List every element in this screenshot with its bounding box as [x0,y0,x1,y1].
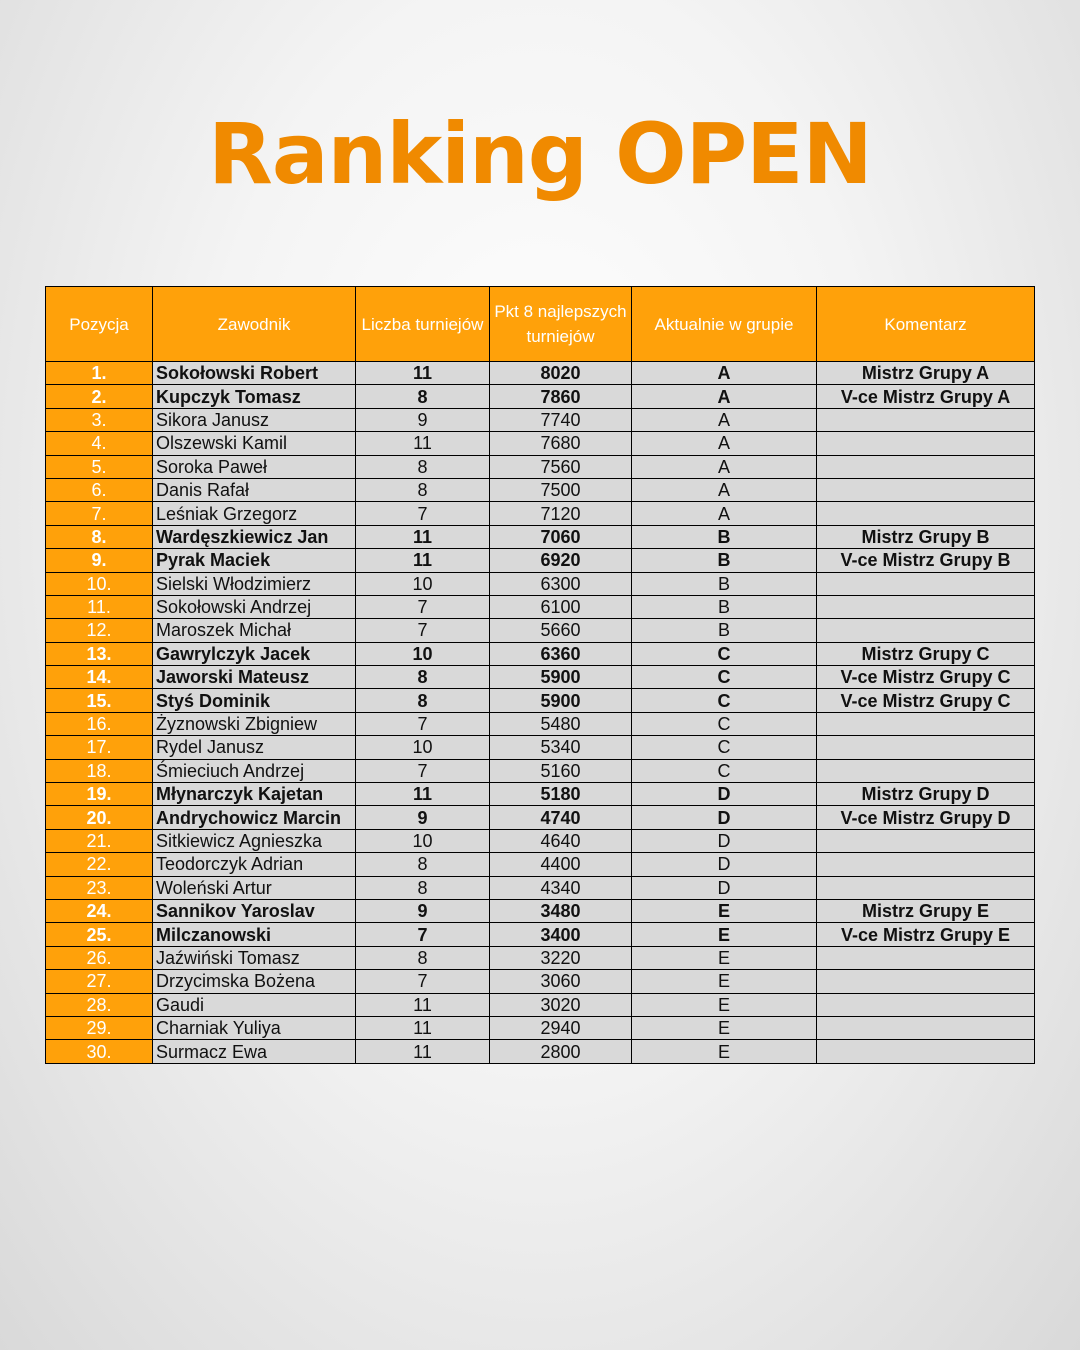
points-cell: 5160 [490,759,632,782]
tournament-count-cell: 8 [356,689,490,712]
tournament-count-cell: 11 [356,362,490,385]
points-cell: 2940 [490,1016,632,1039]
player-name-cell: Danis Rafał [153,478,356,501]
position-cell: 9. [46,549,153,572]
table-row [46,993,1035,1016]
player-name-cell: Maroszek Michał [153,619,356,642]
position-cell: 16. [46,712,153,735]
group-cell: C [632,642,817,665]
tournament-count-cell: 7 [356,923,490,946]
table-row [46,362,1035,385]
points-cell: 7860 [490,385,632,408]
comment-cell [817,736,1035,759]
player-name-cell: Gaudi [153,993,356,1016]
group-cell: A [632,502,817,525]
group-cell: E [632,1016,817,1039]
comment-cell [817,455,1035,478]
group-cell: E [632,970,817,993]
position-cell: 19. [46,783,153,806]
player-name-cell: Jaworski Mateusz [153,666,356,689]
table-row [46,455,1035,478]
table-row [46,783,1035,806]
position-cell: 2. [46,385,153,408]
tournament-count-cell: 8 [356,478,490,501]
player-name-cell: Sielski Włodzimierz [153,572,356,595]
group-cell: D [632,806,817,829]
tournament-count-cell: 10 [356,829,490,852]
points-cell: 4640 [490,829,632,852]
table-row [46,806,1035,829]
points-cell: 3020 [490,993,632,1016]
player-name-cell: Leśniak Grzegorz [153,502,356,525]
position-cell: 20. [46,806,153,829]
comment-cell: Mistrz Grupy C [817,642,1035,665]
points-cell: 5660 [490,619,632,642]
table-row [46,1040,1035,1063]
player-name-cell: Drzycimska Bożena [153,970,356,993]
comment-cell: Mistrz Grupy D [817,783,1035,806]
position-cell: 24. [46,899,153,922]
comment-cell: V-ce Mistrz Grupy B [817,549,1035,572]
tournament-count-cell: 11 [356,1040,490,1063]
player-name-cell: Sokołowski Andrzej [153,595,356,618]
table-row [46,385,1035,408]
tournament-count-cell: 7 [356,759,490,782]
page-title: Ranking OPEN [208,105,872,203]
comment-cell [817,712,1035,735]
points-cell: 5900 [490,689,632,712]
tournament-count-cell: 11 [356,549,490,572]
position-cell: 1. [46,362,153,385]
position-cell: 6. [46,478,153,501]
comment-cell: Mistrz Grupy E [817,899,1035,922]
tournament-count-cell: 10 [356,642,490,665]
player-name-cell: Sikora Janusz [153,408,356,431]
table-row [46,525,1035,548]
player-name-cell: Milczanowski [153,923,356,946]
points-cell: 6100 [490,595,632,618]
group-cell: B [632,619,817,642]
group-cell: A [632,385,817,408]
player-name-cell: Olszewski Kamil [153,432,356,455]
comment-cell: Mistrz Grupy B [817,525,1035,548]
player-name-cell: Soroka Paweł [153,455,356,478]
group-cell: E [632,923,817,946]
table-row [46,642,1035,665]
points-cell: 7060 [490,525,632,548]
points-cell: 6300 [490,572,632,595]
points-cell: 6360 [490,642,632,665]
group-cell: C [632,736,817,759]
player-name-cell: Charniak Yuliya [153,1016,356,1039]
position-cell: 4. [46,432,153,455]
position-cell: 25. [46,923,153,946]
tournament-count-cell: 10 [356,572,490,595]
player-name-cell: Śmieciuch Andrzej [153,759,356,782]
tournament-count-cell: 8 [356,385,490,408]
table-row [46,432,1035,455]
comment-cell [817,408,1035,431]
table-row [46,502,1035,525]
player-name-cell: Surmacz Ewa [153,1040,356,1063]
points-cell: 5480 [490,712,632,735]
group-cell: B [632,595,817,618]
position-cell: 23. [46,876,153,899]
header-points: Pkt 8 najlepszych turniejów [490,287,632,362]
tournament-count-cell: 8 [356,876,490,899]
position-cell: 30. [46,1040,153,1063]
comment-cell [817,759,1035,782]
group-cell: B [632,549,817,572]
comment-cell: V-ce Mistrz Grupy A [817,385,1035,408]
group-cell: D [632,853,817,876]
points-cell: 5900 [490,666,632,689]
group-cell: A [632,408,817,431]
header-group: Aktualnie w grupie [632,287,817,362]
comment-cell [817,619,1035,642]
comment-cell [817,829,1035,852]
points-cell: 7120 [490,502,632,525]
position-cell: 5. [46,455,153,478]
table-row [46,970,1035,993]
table-row [46,876,1035,899]
comment-cell [817,993,1035,1016]
position-cell: 11. [46,595,153,618]
points-cell: 3480 [490,899,632,922]
comment-cell [817,432,1035,455]
table-row [46,549,1035,572]
tournament-count-cell: 7 [356,712,490,735]
player-name-cell: Pyrak Maciek [153,549,356,572]
tournament-count-cell: 9 [356,899,490,922]
player-name-cell: Kupczyk Tomasz [153,385,356,408]
player-name-cell: Wardęszkiewicz Jan [153,525,356,548]
tournament-count-cell: 11 [356,525,490,548]
table-row [46,923,1035,946]
player-name-cell: Woleński Artur [153,876,356,899]
comment-cell [817,970,1035,993]
position-cell: 3. [46,408,153,431]
group-cell: C [632,759,817,782]
tournament-count-cell: 8 [356,455,490,478]
group-cell: E [632,946,817,969]
player-name-cell: Żyznowski Zbigniew [153,712,356,735]
group-cell: C [632,712,817,735]
table-row [46,666,1035,689]
points-cell: 5180 [490,783,632,806]
tournament-count-cell: 11 [356,993,490,1016]
points-cell: 6920 [490,549,632,572]
points-cell: 7500 [490,478,632,501]
points-cell: 3060 [490,970,632,993]
comment-cell [817,876,1035,899]
group-cell: C [632,666,817,689]
table-row [46,712,1035,735]
group-cell: A [632,478,817,501]
comment-cell [817,478,1035,501]
tournament-count-cell: 9 [356,806,490,829]
header-position: Pozycja [46,287,153,362]
group-cell: B [632,525,817,548]
group-cell: E [632,899,817,922]
player-name-cell: Sokołowski Robert [153,362,356,385]
tournament-count-cell: 10 [356,736,490,759]
points-cell: 5340 [490,736,632,759]
comment-cell: V-ce Mistrz Grupy D [817,806,1035,829]
position-cell: 26. [46,946,153,969]
position-cell: 12. [46,619,153,642]
position-cell: 29. [46,1016,153,1039]
comment-cell: V-ce Mistrz Grupy C [817,666,1035,689]
points-cell: 3400 [490,923,632,946]
tournament-count-cell: 8 [356,853,490,876]
position-cell: 28. [46,993,153,1016]
comment-cell [817,1016,1035,1039]
group-cell: C [632,689,817,712]
position-cell: 13. [46,642,153,665]
tournament-count-cell: 11 [356,1016,490,1039]
header-comment: Komentarz [817,287,1035,362]
table-row [46,899,1035,922]
player-name-cell: Sannikov Yaroslav [153,899,356,922]
comment-cell: V-ce Mistrz Grupy C [817,689,1035,712]
tournament-count-cell: 11 [356,432,490,455]
comment-cell [817,853,1035,876]
group-cell: A [632,455,817,478]
comment-cell: Mistrz Grupy A [817,362,1035,385]
group-cell: D [632,876,817,899]
table-row [46,829,1035,852]
comment-cell: V-ce Mistrz Grupy E [817,923,1035,946]
tournament-count-cell: 7 [356,595,490,618]
tournament-count-cell: 7 [356,619,490,642]
comment-cell [817,946,1035,969]
group-cell: E [632,993,817,1016]
player-name-cell: Młynarczyk Kajetan [153,783,356,806]
player-name-cell: Andrychowicz Marcin [153,806,356,829]
position-cell: 22. [46,853,153,876]
points-cell: 7740 [490,408,632,431]
points-cell: 4340 [490,876,632,899]
player-name-cell: Styś Dominik [153,689,356,712]
position-cell: 14. [46,666,153,689]
table-row [46,572,1035,595]
table-row [46,759,1035,782]
group-cell: E [632,1040,817,1063]
table-row [46,1016,1035,1039]
tournament-count-cell: 9 [356,408,490,431]
position-cell: 10. [46,572,153,595]
group-cell: A [632,362,817,385]
points-cell: 8020 [490,362,632,385]
position-cell: 27. [46,970,153,993]
points-cell: 3220 [490,946,632,969]
points-cell: 2800 [490,1040,632,1063]
tournament-count-cell: 8 [356,946,490,969]
ranking-table [45,286,1035,1064]
group-cell: D [632,783,817,806]
position-cell: 7. [46,502,153,525]
player-name-cell: Sitkiewicz Agnieszka [153,829,356,852]
comment-cell [817,1040,1035,1063]
table-row [46,689,1035,712]
position-cell: 18. [46,759,153,782]
table-row [46,408,1035,431]
header-tournament-count: Liczba turniejów [356,287,490,362]
comment-cell [817,595,1035,618]
group-cell: D [632,829,817,852]
group-cell: A [632,432,817,455]
table-row [46,619,1035,642]
header-row [46,287,1035,362]
player-name-cell: Gawrylczyk Jacek [153,642,356,665]
comment-cell [817,502,1035,525]
player-name-cell: Rydel Janusz [153,736,356,759]
player-name-cell: Jaźwiński Tomasz [153,946,356,969]
player-name-cell: Teodorczyk Adrian [153,853,356,876]
tournament-count-cell: 8 [356,666,490,689]
tournament-count-cell: 7 [356,502,490,525]
header-player: Zawodnik [153,287,356,362]
tournament-count-cell: 11 [356,783,490,806]
position-cell: 8. [46,525,153,548]
points-cell: 4400 [490,853,632,876]
table-row [46,946,1035,969]
table-row [46,736,1035,759]
position-cell: 15. [46,689,153,712]
points-cell: 4740 [490,806,632,829]
points-cell: 7680 [490,432,632,455]
position-cell: 17. [46,736,153,759]
table-row [46,853,1035,876]
table-row [46,595,1035,618]
tournament-count-cell: 7 [356,970,490,993]
group-cell: B [632,572,817,595]
points-cell: 7560 [490,455,632,478]
position-cell: 21. [46,829,153,852]
table-row [46,478,1035,501]
comment-cell [817,572,1035,595]
